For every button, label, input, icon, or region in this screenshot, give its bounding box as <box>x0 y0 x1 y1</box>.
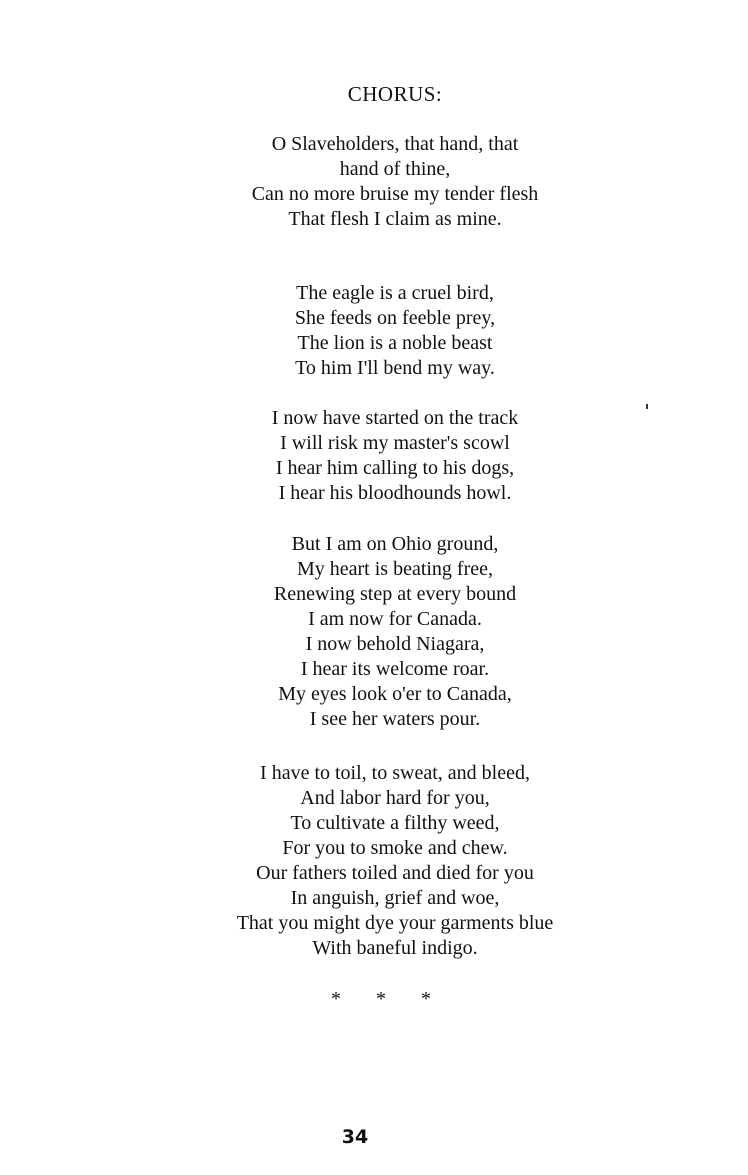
chorus-stanza <box>0 132 748 232</box>
poem-line: I now have started on the track <box>271 407 519 429</box>
poem-line: I hear his bloodhounds howl. <box>278 482 512 504</box>
poem-line: I hear its welcome roar. <box>300 658 490 680</box>
poem-line: I see her waters pour. <box>309 708 481 730</box>
poem-line: Can no more bruise my tender flesh <box>251 183 539 205</box>
stanza-track <box>0 406 748 506</box>
stanza-toil <box>0 761 748 961</box>
stanza-eagle <box>0 281 748 381</box>
poem-line: But I am on Ohio ground, <box>291 533 499 555</box>
poem-line: And labor hard for you, <box>300 787 490 809</box>
poem-line: My eyes look o'er to Canada, <box>278 683 512 705</box>
poem-line: To him I'll bend my way. <box>295 357 495 379</box>
poem-line: hand of thine, <box>339 158 451 180</box>
chorus-heading: CHORUS: <box>347 82 443 106</box>
section-separator: * * * <box>331 988 431 1010</box>
poem-line: To cultivate a filthy weed, <box>290 812 500 834</box>
poem-line: For you to smoke and chew. <box>282 837 508 859</box>
poem-line: In anguish, grief and woe, <box>290 887 500 909</box>
poem-line: The lion is a noble beast <box>297 332 493 354</box>
stanza-ohio <box>0 532 748 732</box>
poem-line: She feeds on feeble prey, <box>294 307 496 329</box>
page-number: 34 <box>341 1126 369 1148</box>
poem-line: The eagle is a cruel bird, <box>296 282 494 304</box>
poem-line: That you might dye your garments blue <box>236 912 554 934</box>
poem-line: I will risk my master's scowl <box>280 432 510 454</box>
poem-line: My heart is beating free, <box>296 558 494 580</box>
poem-line: I hear him calling to his dogs, <box>275 457 515 479</box>
poem-line: O Slaveholders, that hand, that <box>271 133 519 155</box>
poem-line: I am now for Canada. <box>308 608 482 630</box>
poem-line: That flesh I claim as mine. <box>288 208 502 230</box>
poem-line: With baneful indigo. <box>312 937 478 959</box>
poem-line: Renewing step at every bound <box>273 583 517 605</box>
poem-line: Our fathers toiled and died for you <box>256 862 534 884</box>
poem-line: I now behold Niagara, <box>305 633 485 655</box>
poem-line: I have to toil, to sweat, and bleed, <box>260 762 530 784</box>
